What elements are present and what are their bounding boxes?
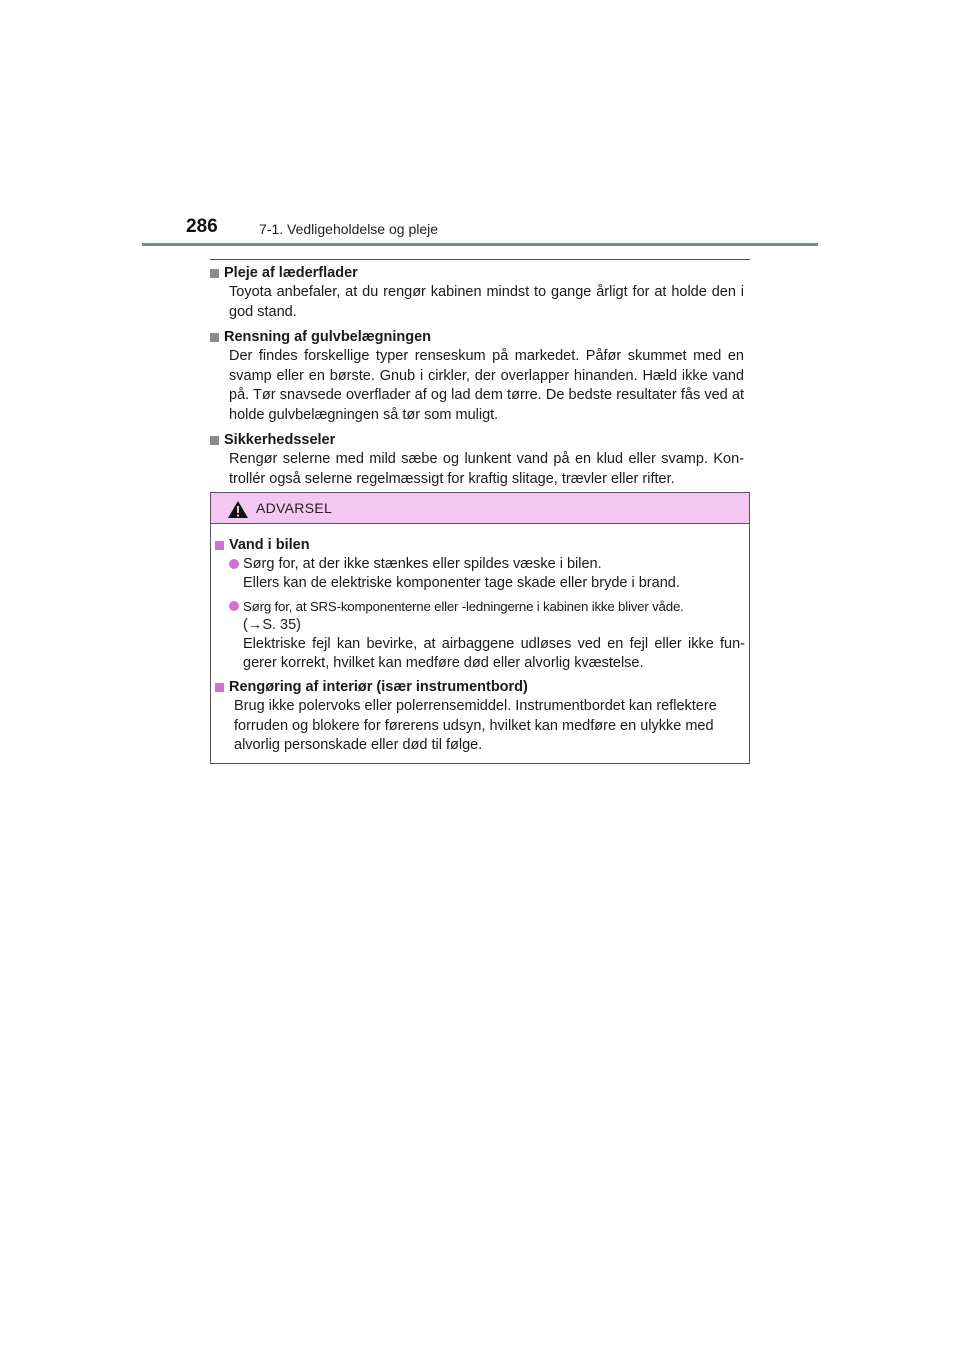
square-bullet-icon [215,541,224,550]
page-number: 286 [186,216,218,237]
round-bullet-icon [229,601,239,611]
warning-item-title: Vand i bilen [229,537,310,553]
bullet-row [215,597,745,673]
item-title: Pleje af læderflader [224,265,358,281]
item-floor-cleaning [210,328,750,425]
content-rule [210,259,750,260]
square-bullet-icon [210,333,219,342]
square-bullet-icon [215,683,224,692]
item-title: Rensning af gulvbelægningen [224,329,432,345]
item-seatbelts [210,431,750,489]
bullet-text: Elektriske fejl kan bevirke, at airbaggene udløses ved en fejl eller ikke fun-gerer korrekt, hvilket kan medføre død eller alvorlig kvæstelse. [243,636,745,671]
section-title: 7-1. Vedligeholdelse og pleje [259,221,439,237]
content-body [210,264,750,495]
item-leather-care [210,264,750,322]
header-rule [142,243,818,246]
square-bullet-icon [210,269,219,278]
bullet-line: Sørg for, at SRS-komponenterne eller -ledningerne i kabinen ikke bliver våde. [243,599,684,614]
warning-label: ADVARSEL [256,500,333,516]
item-text: Rengør selerne med mild sæbe og lunkent vand på en klud eller svamp. Kon-trollér også selerne regelmæssigt for kraftig slitage, trævler eller rifter. [229,451,744,487]
item-text: Der findes forskellige typer renseskum på markedet. Påfør skummet med en svamp eller en børste. Gnub i cirkler, der overlapper hinanden. Hæld ikke vand på. Tør snavsede overflader af og lad dem tørre. De bedste resultater fås ved at holde gulvbelægningen så tør som muligt. [229,348,744,423]
bullet-line: Sørg for, at der ikke stænkes eller spildes væske i bilen. [243,556,602,572]
item-text: Toyota anbefaler, at du rengør kabinen mindst to gange årligt for at holde den i god stand. [229,284,744,320]
square-bullet-icon [210,436,219,445]
warning-item-water [215,536,745,673]
warning-triangle-icon [227,500,249,519]
item-title: Sikkerhedsseler [224,432,336,448]
bullet-row [215,555,745,593]
warning-body [211,524,749,756]
warning-item-title: Rengøring af interiør (især instrumentbord) [229,679,528,695]
bullet-text: Ellers kan de elektriske komponenter tage skade eller bryde i brand. [243,575,680,591]
round-bullet-icon [229,559,239,569]
warning-box [210,492,750,764]
warning-item-text: Brug ikke polervoks eller polerrensemiddel. Instrumentbordet kan reflektere forruden og blokere for førerens udsyn, hvilket kan medføre en ulykke med alvorlig personskade eller død til følge. [234,698,717,753]
page-reference: (→S. 35) [243,617,302,633]
warning-header [211,493,749,524]
warning-item-interior [215,678,745,756]
